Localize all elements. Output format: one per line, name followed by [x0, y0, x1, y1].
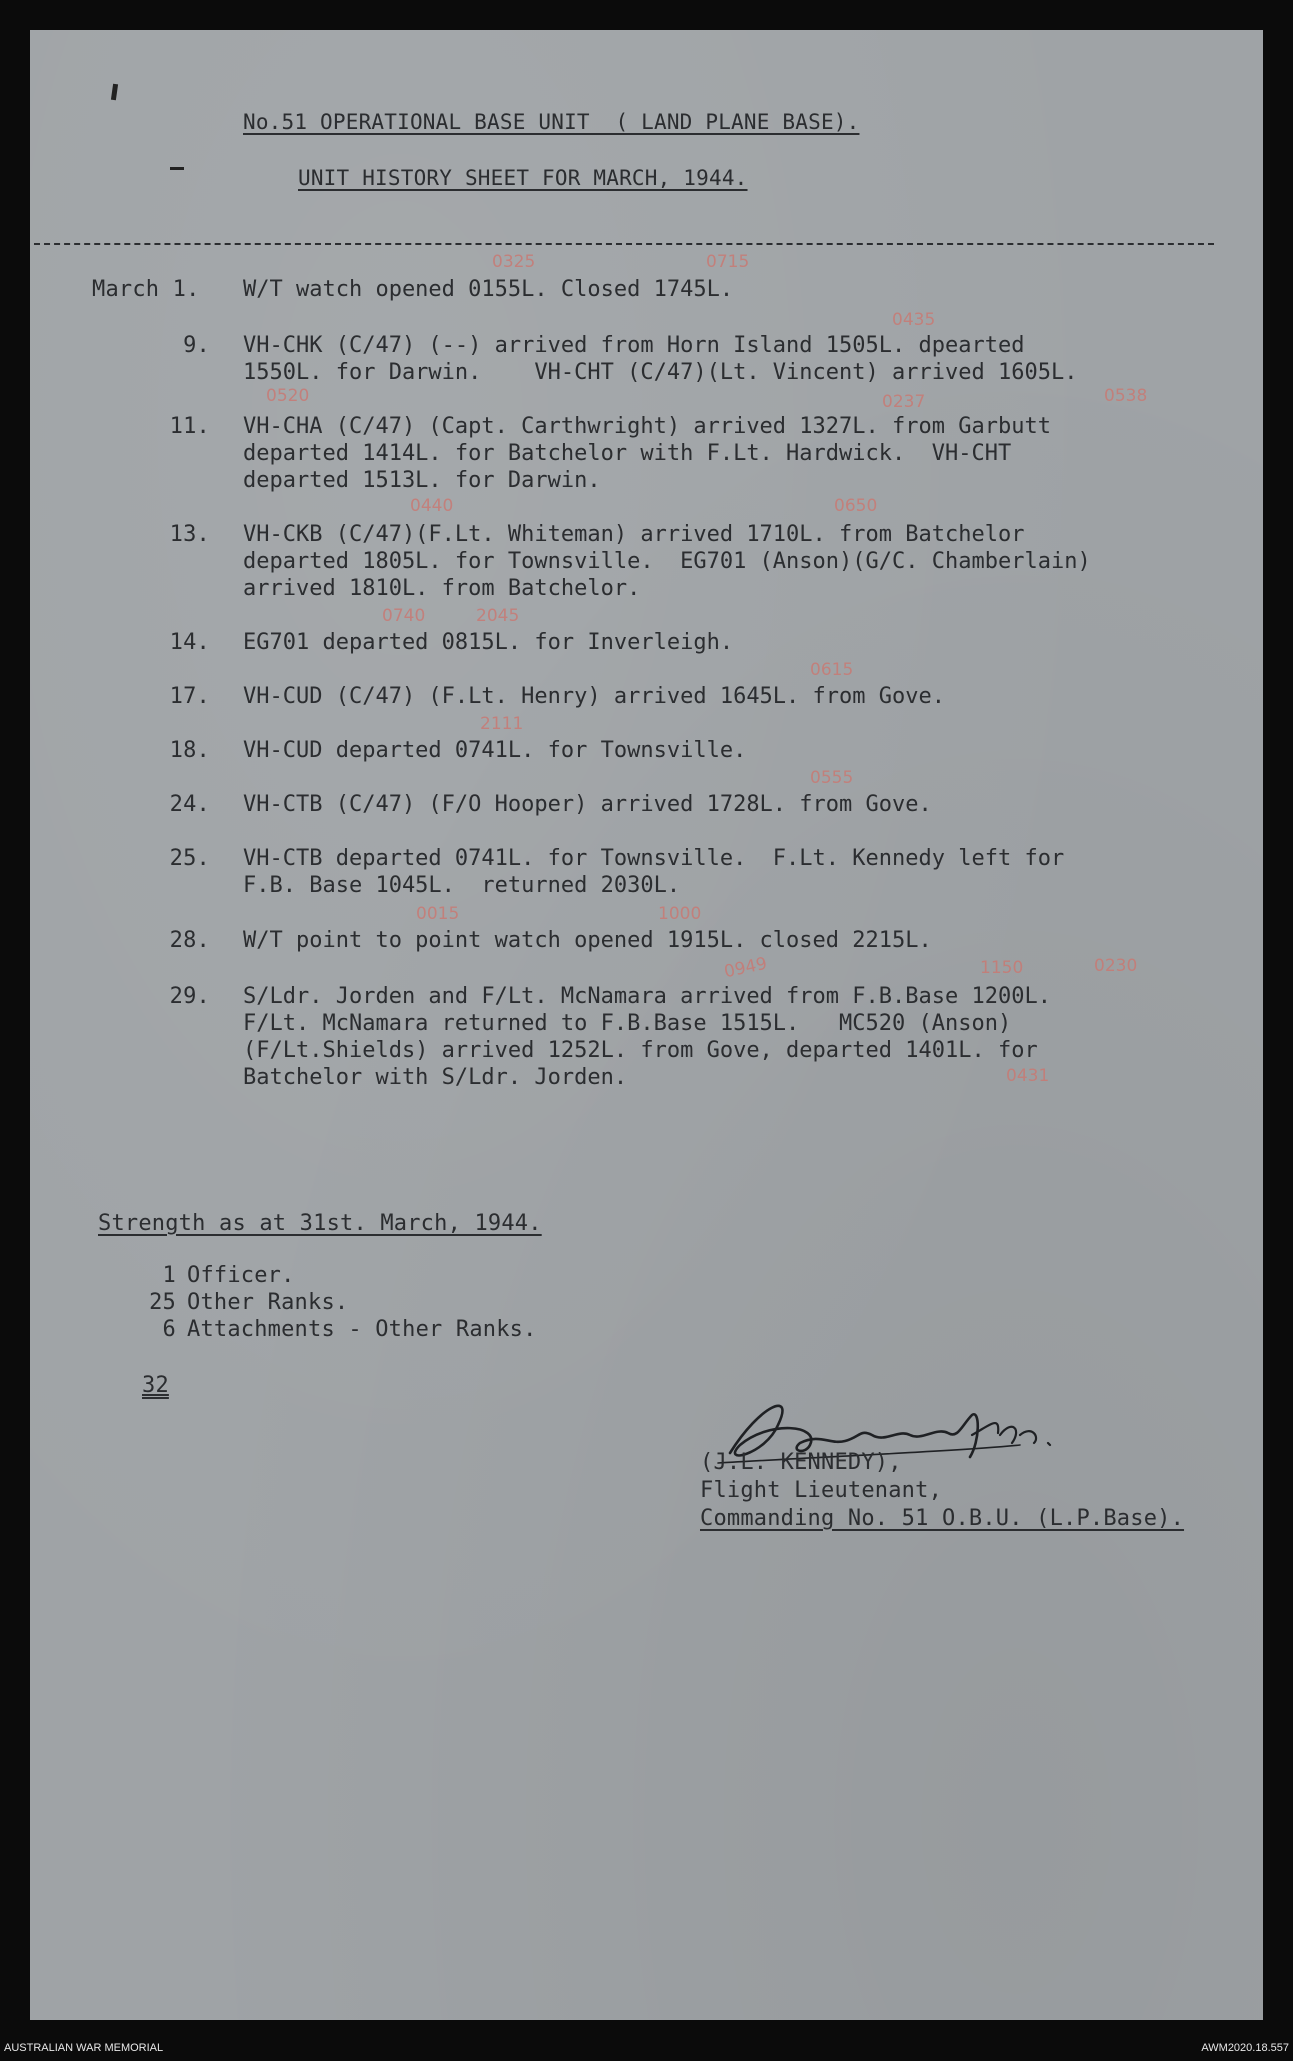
strength-label: Attachments - Other Ranks.: [187, 1317, 537, 1342]
pencil-annotation: 0325: [492, 252, 536, 272]
pencil-annotation: 0015: [416, 904, 460, 924]
pencil-annotation: 0520: [266, 386, 310, 406]
pencil-annotation: 0435: [892, 310, 936, 330]
entry-text: VH-CTB (C/47) (F/O Hooper) arrived 1728L. from Gove.: [243, 792, 932, 817]
entry-date: 13.: [169, 522, 210, 547]
pencil-annotation: 0615: [810, 660, 854, 680]
entry-date: 9.: [183, 333, 210, 358]
footer-institution: AUSTRALIAN WAR MEMORIAL: [4, 2042, 164, 2054]
entry-date: 29.: [169, 984, 210, 1009]
strength-row: 1: [162, 1263, 176, 1288]
pencil-annotation: 0949: [722, 953, 769, 983]
entry-date: March 1.: [92, 277, 200, 302]
entry-date: 25.: [169, 846, 210, 871]
entry-text: W/T watch opened 0155L. Closed 1745L.: [243, 277, 734, 302]
entry-date: 14.: [169, 630, 210, 655]
entry-text: S/Ldr. Jorden and F/Lt. McNamara arrived from F.B.Base 1200L. F/Lt. McNamara returned to F.B.Base 1515L. MC520 (Anson) (F/Lt.Shields) arrived 1252L. from Gove, departed 1401L. for Batchelor with S/Ldr. Jorden.: [243, 984, 1051, 1090]
margin-mark: [170, 167, 184, 170]
pencil-annotation: 2045: [476, 606, 520, 626]
entry-text: VH-CKB (C/47)(F.Lt. Whiteman) arrived 1710L. from Batchelor departed 1805L. for Townsville. EG701 (Anson)(G/C. Chamberlain) arrived 1810L. from Batchelor.: [243, 522, 1091, 601]
document-page: [30, 30, 1263, 2020]
pencil-annotation: 1150: [980, 958, 1024, 978]
strength-total: 32: [142, 1373, 169, 1398]
document-title: No.51 OPERATIONAL BASE UNIT ( LAND PLANE BASE).: [243, 110, 860, 134]
pencil-annotation: 0740: [382, 606, 426, 626]
signatory-name: (J.L. KENNEDY),: [700, 1450, 902, 1475]
entry-date: 18.: [169, 738, 210, 763]
pencil-annotation: 1000: [658, 904, 702, 924]
strength-heading: Strength as at 31st. March, 1944.: [98, 1211, 542, 1236]
entry-text: VH-CHA (C/47) (Capt. Carthwright) arrived 1327L. from Garbutt departed 1414L. for Batchelor with F.Lt. Hardwick. VH-CHT departed 1513L. for Darwin.: [243, 414, 1051, 493]
pencil-annotation: 0715: [706, 252, 750, 272]
header-divider: [34, 243, 1214, 245]
margin-mark: [111, 84, 118, 101]
entry-text: VH-CUD departed 0741L. for Townsville.: [243, 738, 747, 763]
entry-date: 24.: [169, 792, 210, 817]
entry-text: VH-CUD (C/47) (F.Lt. Henry) arrived 1645L. from Gove.: [243, 684, 945, 709]
pencil-annotation: 0440: [410, 496, 454, 516]
entry-date: 11.: [169, 414, 210, 439]
strength-label: Officer.: [187, 1263, 295, 1288]
pencil-annotation: 0650: [834, 496, 878, 516]
pencil-annotation: 0538: [1104, 386, 1148, 406]
pencil-annotation: 2111: [480, 714, 524, 734]
pencil-annotation: 0431: [1006, 1066, 1050, 1086]
entry-text: VH-CTB departed 0741L. for Townsville. F.Lt. Kennedy left for F.B. Base 1045L. returned 2030L.: [243, 846, 1065, 898]
signatory-rank: Flight Lieutenant,: [700, 1478, 943, 1503]
entry-text: VH-CHK (C/47) (--) arrived from Horn Island 1505L. dpearted 1550L. for Darwin. VH-CHT (C/47)(Lt. Vincent) arrived 1605L.: [243, 333, 1078, 385]
pencil-annotation: 0555: [810, 768, 854, 788]
strength-label: Other Ranks.: [187, 1290, 349, 1315]
entry-text: EG701 departed 0815L. for Inverleigh.: [243, 630, 734, 655]
document-subtitle: UNIT HISTORY SHEET FOR MARCH, 1944.: [298, 166, 748, 190]
signatory-role: Commanding No. 51 O.B.U. (L.P.Base).: [700, 1506, 1185, 1531]
footer-reference: AWM2020.18.557: [1201, 2042, 1289, 2054]
strength-row: 6: [162, 1317, 176, 1342]
pencil-annotation: 0237: [882, 392, 926, 412]
entry-text: W/T point to point watch opened 1915L. closed 2215L.: [243, 928, 932, 953]
entry-date: 28.: [169, 928, 210, 953]
strength-row: 25: [149, 1290, 176, 1315]
pencil-annotation: 0230: [1094, 956, 1138, 976]
entry-date: 17.: [169, 684, 210, 709]
